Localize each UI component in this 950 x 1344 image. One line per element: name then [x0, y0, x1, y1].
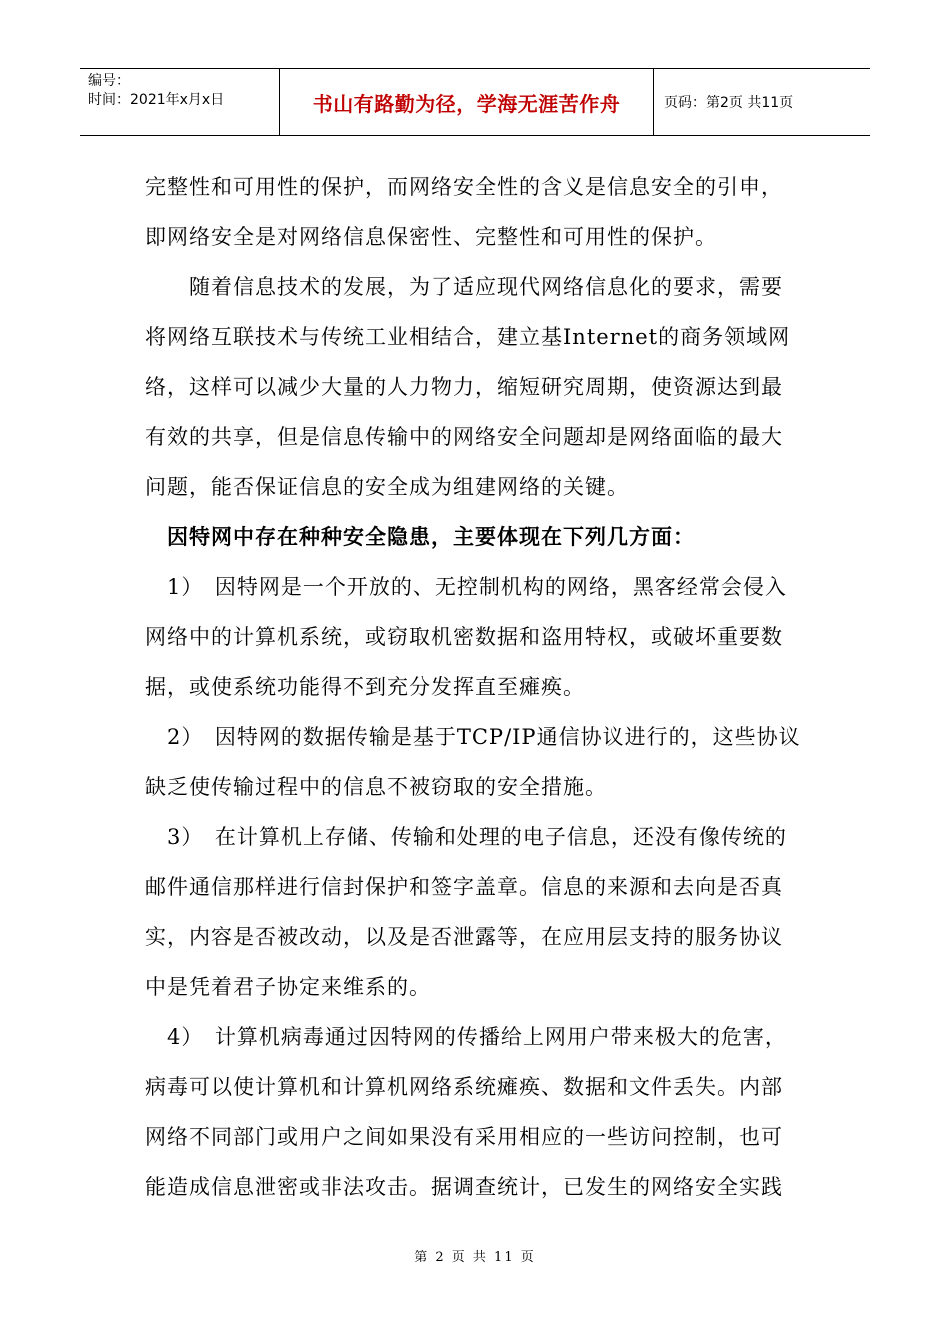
- list-item-2: 2） 因特网的数据传输是基于TCP/IP通信协议进行的，这些协议 缺乏使传输过程中的信息不被窃取的安全措施。: [145, 725, 801, 799]
- paragraph-2: 随着信息技术的发展，为了适应现代网络信息化的要求，需要 将网络互联技术与传统工业相结合，建立基Internet的商务领域网 络，这样可以减少大量的人力物力，缩短研究周期，使资源达到最 有效的共享，但是信息传输中的网络安全问题却是网络面临的最大 问题，能否保证信息的安全成为组建网络的关键。: [145, 275, 791, 499]
- document-header: [80, 68, 870, 136]
- time-label: 时间：2021年x月x日: [88, 92, 225, 108]
- section-heading: 因特网中存在种种安全隐患，主要体现在下列几方面：: [145, 524, 695, 549]
- page-footer: 第 2 页 共 11 页: [414, 1250, 536, 1265]
- number-label: 编号：: [88, 73, 130, 89]
- paragraph-1: 完整性和可用性的保护，而网络安全性的含义是信息安全的引申， 即网络安全是对网络信息保密性、完整性和可用性的保护。: [145, 175, 783, 249]
- document-body: [145, 162, 805, 1212]
- list-item-4: 4） 计算机病毒通过因特网的传播给上网用户带来极大的危害， 病毒可以使计算机和计算机网络系统瘫痪、数据和文件丢失。内部 网络不同部门或用户之间如果没有采用相应的一些访问控制，也可 能造成信息泄密或非法攻击。据调查统计，已发生的网络安全实践: [145, 1025, 787, 1199]
- header-page-code: 页码：第2页 共11页: [664, 95, 794, 111]
- header-meta: [80, 69, 280, 135]
- list-item-3: 3） 在计算机上存储、传输和处理的电子信息，还没有像传统的 邮件通信那样进行信封保护和签字盖章。信息的来源和去向是否真 实，内容是否被改动，以及是否泄露等，在应用层支持的服务协议 中是凭着君子协定来维系的。: [145, 825, 787, 999]
- list-item-1: 1） 因特网是一个开放的、无控制机构的网络，黑客经常会侵入 网络中的计算机系统，或窃取机密数据和盗用特权，或破坏重要数 据，或使系统功能得不到充分发挥直至瘫痪。: [145, 575, 787, 699]
- header-motto: 书山有路勤为径，学海无涯苦作舟: [280, 69, 654, 135]
